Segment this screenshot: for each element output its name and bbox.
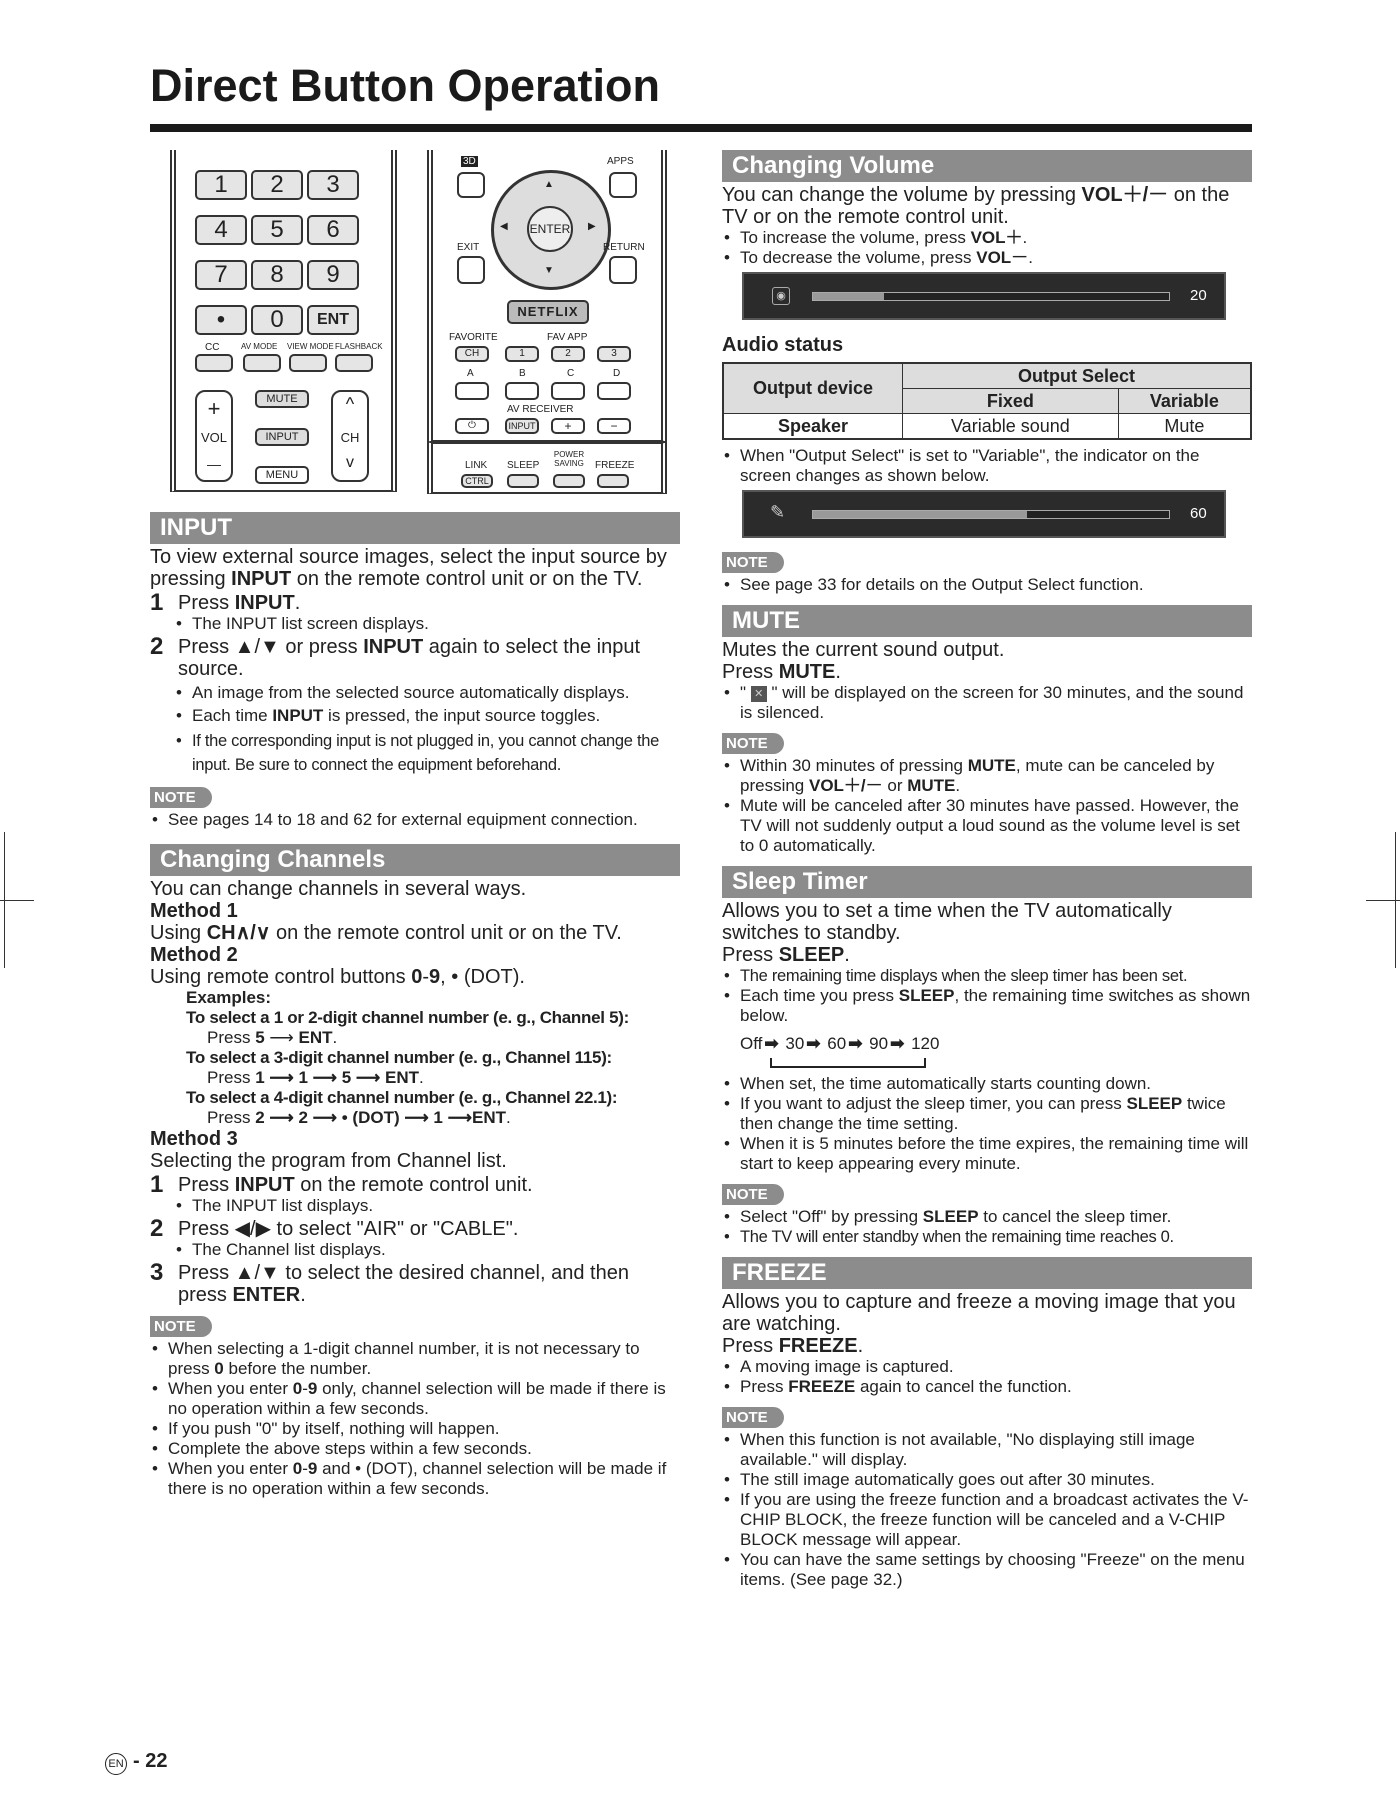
freeze-bullet: • Press FREEZE again to cancel the function.: [722, 1377, 1252, 1397]
av-plus-button[interactable]: +: [551, 418, 585, 434]
freeze-note-item: • You can have the same settings by choosing "Freeze" on the menu items. (See page 32.): [722, 1550, 1252, 1590]
sleep-press: Press SLEEP.: [722, 944, 850, 966]
a-label: A: [467, 368, 474, 379]
sleep-bullet: • The remaining time displays when the sleep timer has been set.: [722, 966, 1252, 986]
method-3-step-1: 1 Press INPUT on the remote control unit.: [150, 1171, 533, 1198]
table-header-output-device: Output device: [723, 363, 903, 414]
d-button[interactable]: [597, 382, 631, 400]
mute-icon: ✕: [751, 686, 767, 702]
input-step-1: 1 Press INPUT.: [150, 589, 301, 616]
av-mode-label: AV MODE: [241, 342, 278, 351]
audio-status-bullet: • When "Output Select" is set to "Variable", the indicator on the screen changes as shown below.: [722, 446, 1252, 486]
sleep-note-item: • Select "Off" by pressing SLEEP to cancel the sleep timer.: [722, 1207, 1252, 1227]
av-minus-button[interactable]: −: [597, 418, 631, 434]
volume-value: 60: [1190, 505, 1207, 522]
table-cell-variable: Mute: [1118, 414, 1251, 440]
a-button[interactable]: [455, 382, 489, 400]
freeze-note-item: • The still image automatically goes out after 30 minutes.: [722, 1470, 1252, 1490]
method-1-title: Method 1: [150, 900, 238, 922]
numpad-key[interactable]: 2: [251, 170, 303, 200]
fav-app-2-button[interactable]: 2: [551, 346, 585, 362]
method-3-title: Method 3: [150, 1128, 238, 1150]
numpad-key[interactable]: 5: [251, 215, 303, 245]
vol-rocker[interactable]: [195, 390, 233, 482]
examples-label: Examples:: [186, 988, 272, 1007]
volume-fill: [813, 511, 1027, 518]
channels-note-item: • Complete the above steps within a few seconds.: [150, 1439, 680, 1459]
sleep-bullet: • Each time you press SLEEP, the remaining time switches as shown below.: [722, 986, 1252, 1026]
dpad-right-icon: ▶: [588, 221, 596, 232]
channels-heading: Changing Channels: [150, 844, 680, 876]
sleep-bullet: • When it is 5 minutes before the time expires, the remaining time will start to keep appearing every minute.: [722, 1134, 1252, 1174]
volume-indicator-2: [742, 490, 1252, 542]
channels-intro: You can change channels in several ways.: [150, 878, 527, 900]
sleep-flow-step: 90: [869, 1034, 889, 1053]
example-2-line: Press 1 ⟶ 1 ⟶ 5 ⟶ ENT.: [207, 1068, 424, 1087]
ch-label: CH: [340, 430, 360, 445]
volume-bullet: • To decrease the volume, press VOL－.: [722, 248, 1252, 268]
example-3-title: To select a 4-digit channel number (e. g., Channel 22.1):: [186, 1088, 618, 1107]
sleep-label: SLEEP: [507, 460, 540, 471]
registration-mark-left: [0, 900, 34, 901]
numpad-key[interactable]: 1: [195, 170, 247, 200]
audio-status-title: Audio status: [722, 334, 844, 356]
sleep-flow-step: 60: [827, 1034, 847, 1053]
sleep-flow-step: Off: [740, 1034, 763, 1053]
ch-down-icon: v: [346, 454, 354, 471]
freeze-intro: Allows you to capture and freeze a moving image that you are watching.: [722, 1291, 1236, 1335]
language-badge: EN: [105, 1753, 127, 1775]
sleep-bullet: • If you want to adjust the sleep timer, you can press SLEEP twice then change the time setting.: [722, 1094, 1252, 1134]
av-input-button[interactable]: INPUT: [505, 418, 539, 434]
freeze-bullet: • A moving image is captured.: [722, 1357, 1252, 1377]
apps-label: APPS: [607, 156, 634, 167]
note-badge: NOTE: [150, 1316, 212, 1337]
method-3-step-2: 2 Press ◀/▶ to select "AIR" or "CABLE".: [150, 1215, 519, 1242]
power-saving-button[interactable]: [553, 474, 585, 488]
speaker-icon: ◉: [772, 287, 790, 305]
av-mode-button[interactable]: [243, 354, 281, 372]
sleep-button[interactable]: [507, 474, 539, 488]
exit-button[interactable]: [457, 256, 485, 284]
registration-mark-left-v: [4, 832, 5, 968]
table-header-output-select: Output Select: [903, 363, 1252, 389]
note-badge: NOTE: [722, 1407, 784, 1428]
arrow-right-icon: ➡: [890, 1034, 905, 1053]
mute-note-item: • Mute will be canceled after 30 minutes have passed. However, the TV will not suddenly output a loud sound as the volume level is set to 0 automatically.: [722, 796, 1252, 856]
sleep-flow-step: 30: [785, 1034, 805, 1053]
arrow-right-icon: ➡: [806, 1034, 821, 1053]
enter-button[interactable]: ENTER: [527, 206, 573, 252]
vol-plus-icon: +: [207, 396, 221, 421]
numpad-key[interactable]: 8: [251, 260, 303, 290]
example-1-line: Press 5 ⟶ ENT.: [207, 1028, 338, 1047]
ch-rocker[interactable]: [331, 390, 369, 482]
freeze-label: FREEZE: [595, 460, 635, 471]
return-label: RETURN: [603, 242, 645, 253]
input-button[interactable]: INPUT: [255, 428, 309, 446]
flashback-button[interactable]: [335, 354, 373, 372]
mute-button[interactable]: MUTE: [255, 390, 309, 408]
sleep-flow-step: 120: [911, 1034, 940, 1053]
input-step-2-bullet: • Each time INPUT is pressed, the input source toggles.: [150, 706, 680, 726]
vol-minus-icon: —: [207, 456, 221, 472]
volume-value: 20: [1190, 287, 1207, 304]
apps-button[interactable]: [609, 172, 637, 198]
method-2-title: Method 2: [150, 944, 238, 966]
volume-bullet: • To increase the volume, press VOL＋.: [722, 228, 1252, 248]
volume-intro: You can change the volume by pressing VOL＋/－ on the TV or on the remote control unit.: [722, 184, 1230, 228]
arrow-right-icon: ➡: [764, 1034, 779, 1053]
menu-button[interactable]: MENU: [255, 466, 309, 484]
method-3-step-2-bullet: • The Channel list displays.: [150, 1240, 680, 1260]
right-column: [722, 150, 1252, 1590]
av-receiver-label: AV RECEIVER: [507, 404, 574, 415]
example-2-title: To select a 3-digit channel number (e. g., Channel 115):: [186, 1048, 612, 1067]
variable-icon: ✎: [770, 502, 786, 522]
note-badge: NOTE: [722, 1184, 784, 1205]
channels-note-item: • When you enter 0-9 and • (DOT), channel selection will be made if there is no operation within a few seconds.: [150, 1459, 680, 1499]
table-header-fixed: Fixed: [903, 389, 1119, 414]
numpad-key[interactable]: 7: [195, 260, 247, 290]
volume-fill: [813, 293, 884, 300]
input-intro: To view external source images, select the input source by pressing INPUT on the remote control unit or on the TV.: [150, 546, 667, 590]
input-step-1-bullet: • The INPUT list screen displays.: [150, 614, 680, 634]
table-cell-speaker: Speaker: [723, 414, 903, 440]
numpad-key[interactable]: 6: [307, 215, 359, 245]
dpad-down-icon: ▼: [544, 265, 554, 276]
power-saving-label: POWER SAVING: [553, 450, 585, 468]
input-step-2-bullet: • If the corresponding input is not plugged in, you cannot change the input. Be sure to connect the equipment beforehand.: [150, 729, 680, 777]
example-3-line: Press 2 ⟶ 2 ⟶ • (DOT) ⟶ 1 ⟶ENT.: [207, 1108, 511, 1127]
freeze-heading: FREEZE: [722, 1257, 1252, 1289]
table-cell-fixed: Variable sound: [903, 414, 1119, 440]
numpad-key[interactable]: •: [195, 305, 247, 335]
input-heading: INPUT: [150, 512, 680, 544]
sleep-flow-loop: [770, 1058, 926, 1068]
freeze-note-item: • If you are using the freeze function and a broadcast activates the V-CHIP BLOCK, the freeze function will be canceled and a V-CHIP BLOCK message will appear.: [722, 1490, 1252, 1550]
link-ctrl-button[interactable]: CTRL: [461, 474, 493, 488]
method-2-text: Using remote control buttons 0-9, • (DOT).: [150, 966, 525, 988]
left-column: [150, 512, 680, 1499]
mute-press: Press MUTE.: [722, 661, 841, 683]
page-title: Direct Button Operation: [150, 60, 661, 111]
channels-note-item: • When you enter 0-9 only, channel selection will be made if there is no operation within a few seconds.: [150, 1379, 680, 1419]
ch-up-icon: ^: [345, 394, 355, 414]
numpad-key[interactable]: 9: [307, 260, 359, 290]
method-3-step-1-bullet: • The INPUT list displays.: [150, 1196, 680, 1216]
method-3-intro: Selecting the program from Channel list.: [150, 1150, 507, 1172]
volume-note-item: • See page 33 for details on the Output Select function.: [722, 575, 1252, 595]
dpad[interactable]: [491, 170, 611, 290]
fav-app-label: FAV APP: [547, 332, 588, 343]
table-header-variable: Variable: [1118, 389, 1251, 414]
cc-button[interactable]: [195, 354, 233, 372]
cc-label: CC: [205, 342, 220, 353]
method-3-step-3: 3 Press ▲/▼ to select the desired channel, and then press ENTER.: [150, 1259, 629, 1306]
audio-status-table: [722, 362, 1252, 440]
method-1-text: Using CH∧/∨ on the remote control unit or on the TV.: [150, 922, 622, 944]
av-power-button[interactable]: ⏻: [455, 418, 489, 434]
view-mode-label: VIEW MODE: [287, 342, 334, 351]
remote-illustration: [165, 150, 665, 490]
title-rule: [150, 124, 1252, 132]
numpad-key[interactable]: ENT: [307, 305, 359, 335]
mute-note-item: • Within 30 minutes of pressing MUTE, mute can be canceled by pressing VOL＋/－ or MUTE.: [722, 756, 1252, 796]
input-step-2-bullet: • An image from the selected source automatically displays.: [150, 683, 680, 703]
sleep-intro: Allows you to set a time when the TV automatically switches to standby.: [722, 900, 1172, 944]
fav-app-1-button[interactable]: 1: [505, 346, 539, 362]
input-step-2: 2 Press ▲/▼ or press INPUT again to select the input source.: [150, 633, 641, 680]
volume-track: [812, 510, 1170, 519]
freeze-note-item: • When this function is not available, "No displaying still image available." will display.: [722, 1430, 1252, 1470]
d-label: D: [613, 368, 621, 379]
return-button[interactable]: [609, 256, 637, 284]
sleep-bullet: • When set, the time automatically starts counting down.: [722, 1074, 1252, 1094]
volume-track: [812, 292, 1170, 301]
channels-note-item: • When selecting a 1-digit channel number, it is not necessary to press 0 before the number.: [150, 1339, 680, 1379]
numpad-key[interactable]: 0: [251, 305, 303, 335]
example-1-title: To select a 1 or 2-digit channel number (e. g., Channel 5):: [186, 1008, 629, 1027]
freeze-press: Press FREEZE.: [722, 1335, 864, 1357]
freeze-button[interactable]: [597, 474, 629, 488]
favorite-label: FAVORITE: [449, 332, 498, 343]
note-badge: NOTE: [722, 552, 784, 573]
channels-note-item: • If you push "0" by itself, nothing will happen.: [150, 1419, 680, 1439]
view-mode-button[interactable]: [289, 354, 327, 372]
registration-mark-right-v: [1395, 832, 1396, 968]
note-badge: NOTE: [722, 733, 784, 754]
c-label: C: [567, 368, 575, 379]
exit-label: EXIT: [457, 242, 480, 253]
dpad-up-icon: ▲: [544, 179, 554, 190]
3d-label: 3D: [463, 156, 476, 167]
3d-button[interactable]: [457, 172, 485, 198]
input-note-item: • See pages 14 to 18 and 62 for external equipment connection.: [150, 810, 680, 830]
volume-indicator-1: [742, 272, 1252, 324]
c-button[interactable]: [551, 382, 585, 400]
link-label: LINK: [465, 460, 488, 471]
mute-heading: MUTE: [722, 605, 1252, 637]
b-button[interactable]: [505, 382, 539, 400]
page-footer: [105, 1750, 167, 1775]
mute-bullet: • " ✕ " will be displayed on the screen for 30 minutes, and the sound is silenced.: [722, 683, 1252, 723]
volume-heading: Changing Volume: [722, 150, 1252, 182]
arrow-right-icon: ➡: [848, 1034, 863, 1053]
flashback-label: FLASHBACK: [335, 342, 383, 351]
sleep-flow: [740, 1034, 1252, 1074]
numpad-key[interactable]: 3: [307, 170, 359, 200]
note-badge: NOTE: [150, 787, 212, 808]
dpad-left-icon: ◀: [500, 221, 508, 232]
fav-app-3-button[interactable]: 3: [597, 346, 631, 362]
numpad-key[interactable]: 4: [195, 215, 247, 245]
page-number: - 22: [133, 1750, 168, 1772]
sleep-note-item: • The TV will enter standby when the remaining time reaches 0.: [722, 1227, 1252, 1247]
b-label: B: [519, 368, 526, 379]
mute-intro: Mutes the current sound output.: [722, 639, 1005, 661]
fav-ch-button[interactable]: CH: [455, 346, 489, 362]
netflix-button[interactable]: NETFLIX: [507, 300, 589, 324]
sleep-heading: Sleep Timer: [722, 866, 1252, 898]
vol-label: VOL: [200, 430, 227, 445]
